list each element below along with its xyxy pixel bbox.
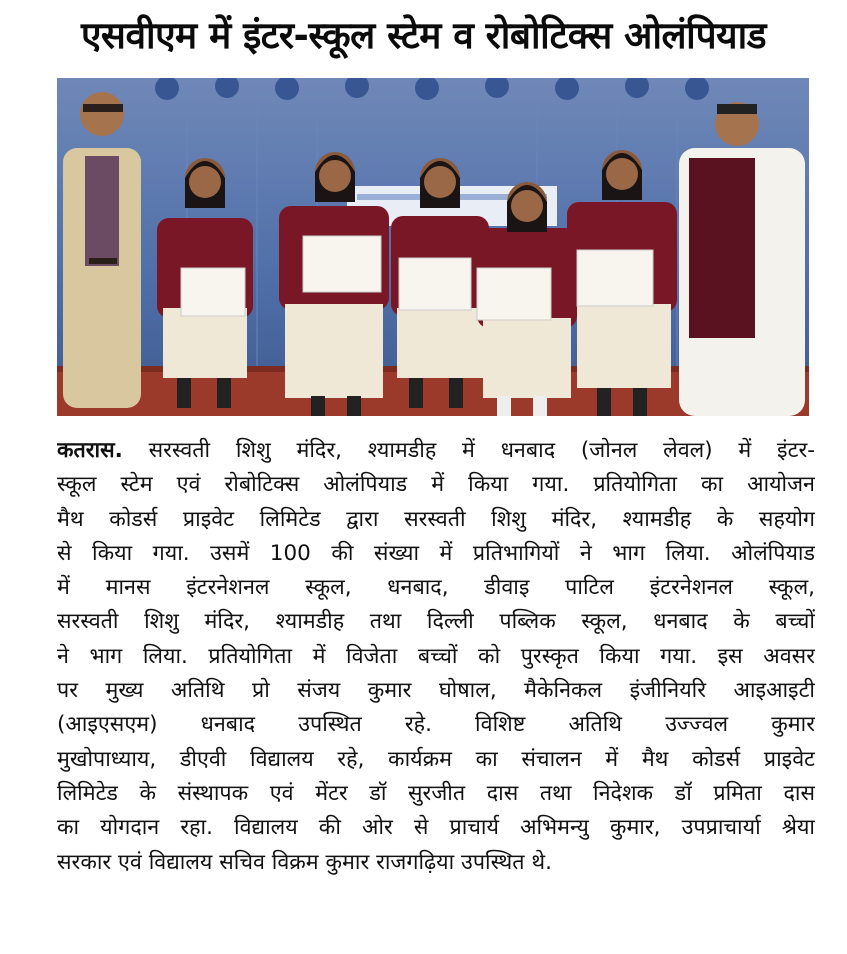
article-body	[57, 434, 815, 880]
photo-illustration	[57, 78, 809, 416]
article-line: लिमिटेड के संस्थापक एवं मेंटर डॉ सुरजीत दास तथा निदेशक डॉ प्रमिता दास	[57, 780, 815, 806]
headline: एसवीएम में इंटर-स्कूल स्टेम व रोबोटिक्स ओलंपियाड	[80, 14, 767, 57]
article-line: ने भाग लिया. प्रतियोगिता में विजेता बच्चों को पुरस्कृत किया गया. इस अवसर	[57, 643, 815, 669]
line-text: सरस्वती शिशु मंदिर, श्यामडीह में धनबाद (जोनल लेवल) में इंटर-	[122, 438, 815, 463]
article-line: मैथ कोडर्स प्राइवेट लिमिटेड द्वारा सरस्वती शिशु मंदिर, श्यामडीह के सहयोग	[57, 506, 815, 532]
article-line	[57, 434, 815, 468]
dateline: कतरास.	[57, 438, 123, 463]
article-line: सरस्वती शिशु मंदिर, श्यामडीह तथा दिल्ली पब्लिक स्कूल, धनबाद के बच्चों	[57, 609, 815, 635]
article-line: में मानस इंटरनेशनल स्कूल, धनबाद, डीवाइ पाटिल इंटरनेशनल स्कूल,	[57, 575, 815, 601]
article-line: स्कूल स्टेम एवं रोबोटिक्स ओलंपियाड में किया गया. प्रतियोगिता का आयोजन	[57, 472, 815, 498]
article-line: का योगदान रहा. विद्यालय की ओर से प्राचार्य अभिमन्यु कुमार, उपप्राचार्या श्रेया	[57, 815, 815, 841]
article-line: से किया गया. उसमें 100 की संख्या में प्रतिभागियों ने भाग लिया. ओलंपियाड	[57, 540, 815, 566]
article-line: मुखोपाध्याय, डीएवी विद्यालय रहे, कार्यक्रम का संचालन में मैथ कोडर्स प्राइवेट	[57, 746, 815, 772]
news-photo	[57, 78, 809, 416]
article-line: सरकार एवं विद्यालय सचिव विक्रम कुमार राजगढ़िया उपस्थित थे.	[57, 849, 552, 875]
article-line: पर मुख्य अतिथि प्रो संजय कुमार घोषाल, मैकेनिकल इंजीनियरि आइआइटी	[57, 678, 815, 704]
article-line: (आइएसएम) धनबाद उपस्थित रहे. विशिष्ट अतिथि उज्ज्वल कुमार	[57, 712, 815, 738]
